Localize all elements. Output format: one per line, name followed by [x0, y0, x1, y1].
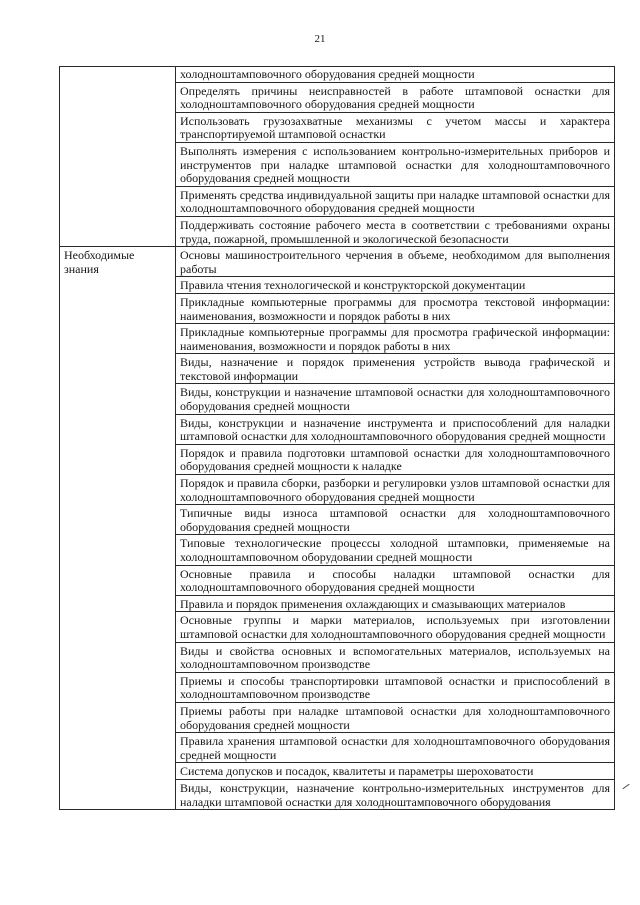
knowledge-item: Виды, назначение и порядок применения устройств вывода графической и текстовой информации [176, 354, 615, 384]
knowledge-item: Основы машиностроительного черчения в объеме, необходимом для выполнения работы [176, 247, 615, 277]
knowledge-item: Правила и порядок применения охлаждающих и смазывающих материалов [176, 595, 615, 612]
knowledge-item: Правила хранения штамповой оснастки для холодноштамповочного оборудования средней мощности [176, 733, 615, 763]
skill-item: Использовать грузозахватные механизмы с учетом массы и характера транспортируемой штамповой оснастки [176, 112, 615, 142]
knowledge-item: Виды, конструкции и назначение штамповой оснастки для холодноштамповочного оборудования средней мощности [176, 384, 615, 414]
knowledge-item: Типовые технологические процессы холодной штамповки, применяемые на холодноштамповочном оборудовании средней мощности [176, 535, 615, 565]
skills-label-cell [60, 67, 176, 247]
skill-item: холодноштамповочного оборудования средней мощности [176, 67, 615, 83]
knowledge-item: Приемы работы при наладке штамповой оснастки для холодноштамповочного оборудования средней мощности [176, 702, 615, 732]
knowledge-item: Порядок и правила подготовки штамповой оснастки для холодноштамповочного оборудования средней мощности к наладке [176, 444, 615, 474]
knowledge-item: Виды и свойства основных и вспомогательных материалов, используемых на холодноштамповочном производстве [176, 642, 615, 672]
page-number: 21 [314, 33, 326, 45]
skill-item: Выполнять измерения с использованием контрольно-измерительных приборов и инструментов при наладке штамповой оснастки для холодноштамповочного оборудования средней мощности [176, 142, 615, 186]
knowledge-item: Прикладные компьютерные программы для просмотра текстовой информации: наименования, возможности и порядок работы в них [176, 293, 615, 323]
knowledge-item: Виды, конструкции и назначение инструмента и приспособлений для наладки штамповой оснастки для холодноштамповочного оборудования средней мощности [176, 414, 615, 444]
knowledge-label: Необходимые знания [60, 247, 176, 810]
table-row [60, 67, 615, 83]
knowledge-item: Правила чтения технологической и конструкторской документации [176, 277, 615, 294]
knowledge-item: Порядок и правила сборки, разборки и регулировки узлов штамповой оснастки для холодноштамповочного оборудования средней мощности [176, 475, 615, 505]
knowledge-item: Система допусков и посадок, квалитеты и параметры шероховатости [176, 763, 615, 780]
knowledge-item: Основные правила и способы наладки штамповой оснастки для холодноштамповочного оборудования средней мощности [176, 565, 615, 595]
skill-item: Поддерживать состояние рабочего места в соответствии с требованиями охраны труда, пожарной, промышленной и экологической безопасности [176, 216, 615, 246]
margin-pen-mark [622, 784, 629, 789]
knowledge-item: Основные группы и марки материалов, используемых при изготовлении штамповой оснастки для холодноштамповочного оборудования средней мощности [176, 612, 615, 642]
competency-table [59, 66, 615, 810]
knowledge-item: Виды, конструкции, назначение контрольно-измерительных инструментов для наладки штамповой оснастки для холодноштамповочного оборудования [176, 779, 615, 809]
knowledge-item: Типичные виды износа штамповой оснастки для холодноштамповочного оборудования средней мощности [176, 505, 615, 535]
knowledge-item: Прикладные компьютерные программы для просмотра графической информации: наименования, возможности и порядок работы в них [176, 324, 615, 354]
skill-item: Применять средства индивидуальной защиты при наладке штамповой оснастки для холодноштамповочного оборудования средней мощности [176, 186, 615, 216]
table-row [60, 247, 615, 277]
skill-item: Определять причины неисправностей в работе штамповой оснастки для холодноштамповочного оборудования средней мощности [176, 82, 615, 112]
knowledge-item: Приемы и способы транспортировки штамповой оснастки и приспособлений в холодноштамповочном производстве [176, 672, 615, 702]
